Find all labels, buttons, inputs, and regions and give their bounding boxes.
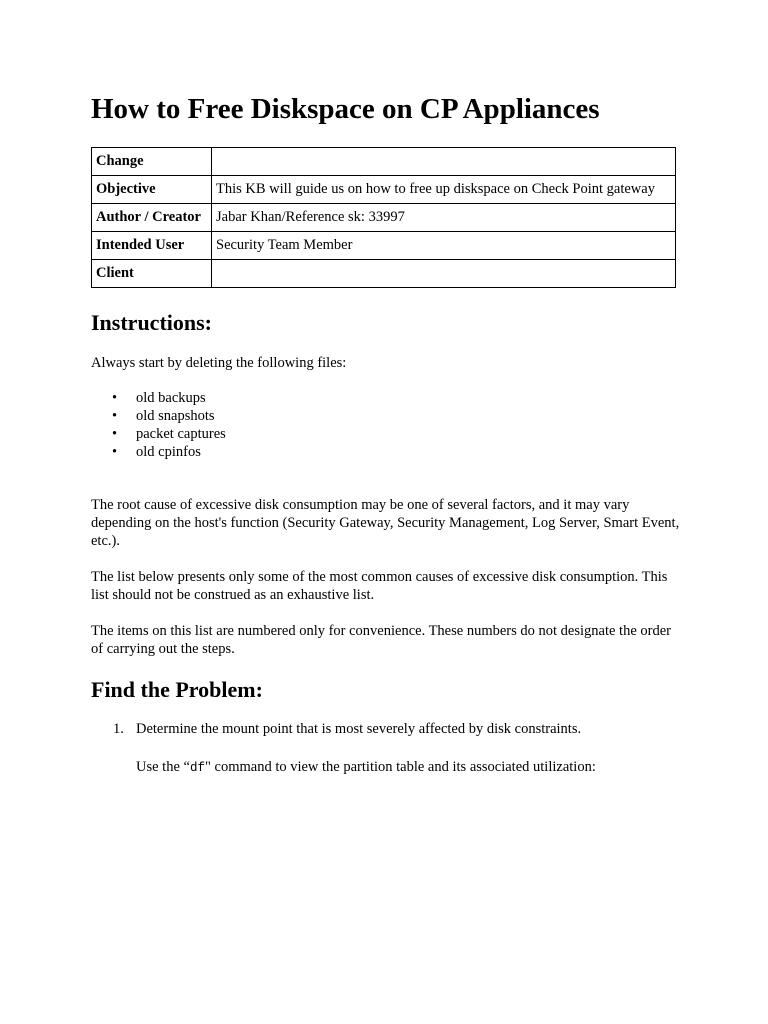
row-value-objective: This KB will guide us on how to free up diskspace on Check Point gateway <box>212 176 676 204</box>
table-row <box>92 232 676 260</box>
table-row <box>92 148 676 176</box>
instructions-heading: Instructions: <box>91 310 213 335</box>
table-row <box>92 176 676 204</box>
row-value-client <box>212 260 676 288</box>
row-label-client: Client <box>92 260 212 288</box>
list-item: • packet captures <box>112 426 226 442</box>
numbering-note-paragraph: The items on this list are numbered only for convenience. These numbers do not designate the order of carrying out the steps. <box>91 623 671 657</box>
row-label-objective: Objective <box>92 176 212 204</box>
row-label-intended-user: Intended User <box>92 232 212 260</box>
row-value-intended-user: Security Team Member <box>212 232 676 260</box>
step-number: 1. <box>113 721 124 737</box>
table-row <box>92 260 676 288</box>
bullet-icon: • <box>112 390 118 406</box>
document-title: How to Free Diskspace on CP Appliances <box>91 93 600 125</box>
table-row <box>92 204 676 232</box>
bullet-icon: • <box>112 444 118 460</box>
root-cause-paragraph: The root cause of excessive disk consumption may be one of several factors, and it may vary depending on the host's function (Security Gateway, Security Management, Log Server, Smart Event, etc.). <box>91 497 680 549</box>
df-command: df <box>189 761 205 775</box>
bullet-icon: • <box>112 408 118 424</box>
row-label-author: Author / Creator <box>92 204 212 232</box>
bullet-icon: • <box>112 426 118 442</box>
list-item: • old cpinfos <box>112 444 201 460</box>
list-item: • old backups <box>112 390 206 406</box>
row-label-change: Change <box>92 148 212 176</box>
row-value-author: Jabar Khan/Reference sk: 33997 <box>212 204 676 232</box>
list-item: • old snapshots <box>112 408 215 424</box>
find-problem-heading: Find the Problem: <box>91 677 263 702</box>
step-text: Determine the mount point that is most severely affected by disk constraints. <box>136 721 582 737</box>
info-table <box>91 147 676 288</box>
step-detail-suffix: " command to view the partition table and its associated utilization: <box>204 759 596 775</box>
file-list <box>91 389 226 461</box>
instructions-intro: Always start by deleting the following files: <box>91 355 347 371</box>
row-value-change <box>212 148 676 176</box>
common-causes-paragraph: The list below presents only some of the most common causes of excessive disk consumption. This list should not be construed as an exhaustive list. <box>91 569 668 603</box>
step-detail-prefix: Use the “ <box>136 759 190 775</box>
